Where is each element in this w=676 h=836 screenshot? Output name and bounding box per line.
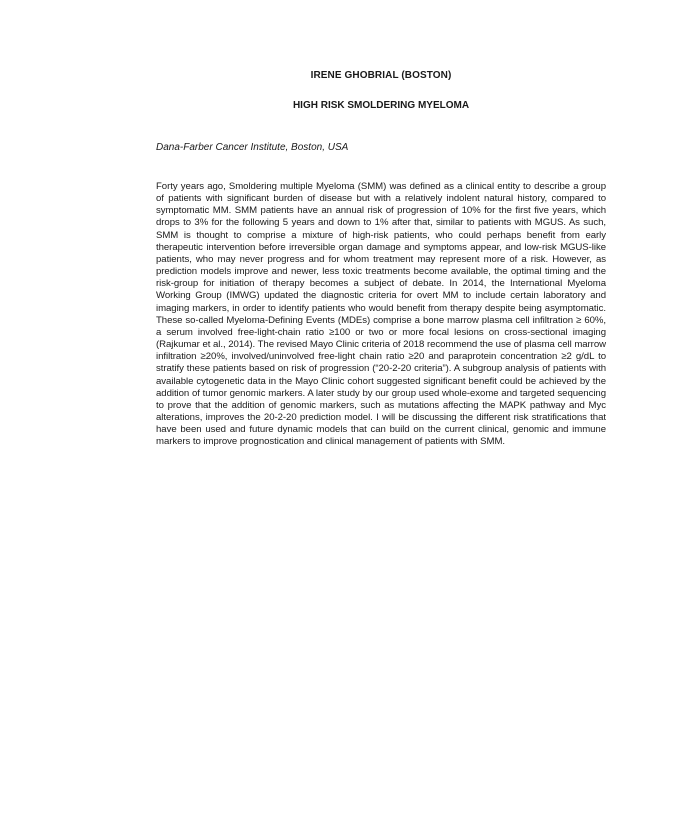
author-heading: IRENE GHOBRIAL (BOSTON) xyxy=(310,70,452,81)
abstract-paragraph: Forty years ago, Smoldering multiple Myeloma (SMM) was defined as a clinical entity to describe a group of patients with significant burden of disease but with a relatively indolent natural history, compared to symptomatic MM. SMM patients have an annual risk of progression of 10% for the first five years, which drops to 3% for the following 5 years and down to 1% after that, similar to patients with MGUS. As such, SMM is thought to comprise a mixture of high-risk patients, who could perhaps benefit from early therapeutic intervention before irreversible organ damage and symptoms appear, and low-risk MGUS-like patients, who may never progress and for whom treatment may represent more of a risk. However, as prediction models improve and newer, less toxic treatments become available, the optimal timing and the risk-group for initiation of therapy becomes a subject of debate. In 2014, the International Myeloma Working Group (IMWG) updated the diagnostic criteria for overt MM to include certain laboratory and imaging markers, in order to identify patients who would benefit from therapy despite being asymptomatic. These so-called Myeloma-Defining Events (MDEs) comprise a bone marrow plasma cell infiltration ≥ 60%, a serum involved free-light-chain ratio ≥100 or two or more focal lesions on cross-sectional imaging (Rajkumar et al., 2014). The revised Mayo Clinic criteria of 2018 recommend the use of plasma cell marrow infiltration ≥20%, involved/uninvolved free-light chain ratio ≥20 and paraprotein concentration ≥2 g/dL to stratify these patients based on risk of progression (“20-2-20 criteria”). A subgroup analysis of patients with available cytogenetic data in the Mayo Clinic cohort suggested significant benefit could be achieved by the addition of tumor genomic markers. A later study by our group used whole-exome and targeted sequencing to prove that the addition of genomic markers, such as mutations affecting the MAPK pathway and Myc alterations, improves the 20-2-20 prediction model. I will be discussing the different risk stratifications that have been used and future dynamic models that can build on the current clinical, genomic and immune markers to improve prognostication and clinical management of patients with SMM. xyxy=(156,181,606,448)
affiliation: Dana-Farber Cancer Institute, Boston, USA xyxy=(156,142,349,153)
abstract-body xyxy=(156,181,606,448)
abstract-title: HIGH RISK SMOLDERING MYELOMA xyxy=(292,100,470,111)
